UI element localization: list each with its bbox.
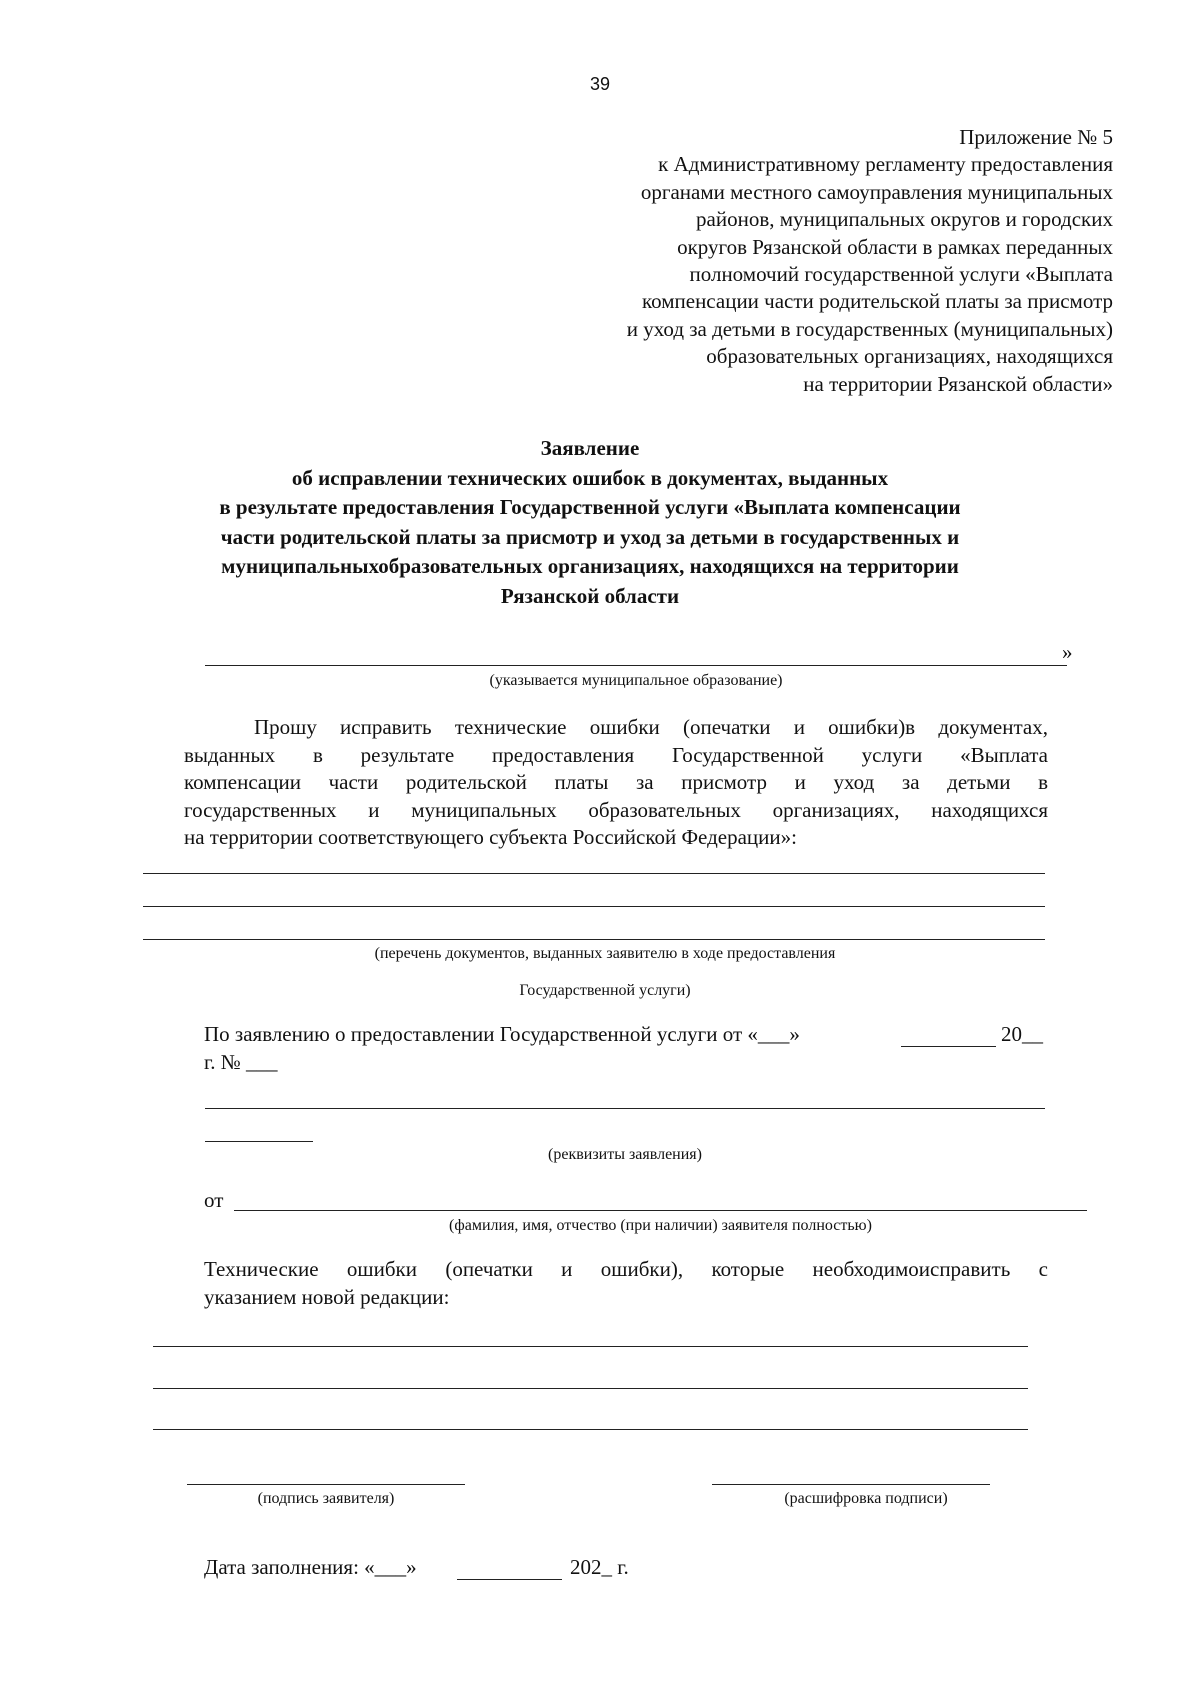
annex-line: компенсации части родительской платы за присмотр [641, 289, 1113, 314]
page-number: 39 [589, 74, 611, 94]
annex-header [493, 124, 1113, 398]
application-details-input-line[interactable] [205, 1141, 313, 1142]
municipality-close-quote: » [1062, 640, 1073, 664]
annex-line: Приложение № 5 [959, 125, 1113, 149]
application-ref-text: По заявлению о предоставлении Государственной услуги от «___» [204, 1022, 800, 1046]
fill-date-year: 202_ г. [570, 1555, 629, 1579]
errors-text: Технические ошибки (опечатки и ошибки), которые необходимоисправить с [204, 1257, 1048, 1281]
documents-caption: Государственной услуги) [519, 982, 691, 999]
municipality-caption: (указывается муниципальное образование) [489, 672, 783, 689]
title-line: в результате предоставления Государственной услуги «Выплата компенсации [219, 495, 961, 520]
application-details-input-line[interactable] [205, 1108, 1045, 1109]
signature-caption: (подпись заявителя) [257, 1490, 395, 1507]
fill-date-label: Дата заполнения: «___» [204, 1555, 417, 1579]
documents-input-line[interactable] [143, 939, 1045, 940]
request-line: компенсации части родительской платы за присмотр и уход за детьми в [184, 770, 1048, 794]
annex-line: органами местного самоуправления муниципальных [640, 179, 1113, 204]
annex-line: округов Рязанской области в рамках переданных [677, 234, 1113, 259]
errors-text: указанием новой редакции: [204, 1285, 450, 1309]
errors-input-line[interactable] [153, 1388, 1028, 1389]
signature-decoding-input-line[interactable] [712, 1484, 990, 1485]
application-month-input-line[interactable] [901, 1046, 996, 1047]
application-number: г. № ___ [204, 1050, 278, 1074]
applicant-name-input-line[interactable] [234, 1210, 1087, 1211]
application-year: 20__ [1001, 1022, 1043, 1046]
documents-input-line[interactable] [143, 906, 1045, 907]
request-line: выданных в результате предоставления Государственной услуги «Выплата [184, 742, 1048, 767]
annex-line: к Административному регламенту предоставления [658, 152, 1113, 177]
fill-date-month-input-line[interactable] [457, 1579, 562, 1580]
annex-line: районов, муниципальных округов и городских [696, 207, 1113, 232]
signature-input-line[interactable] [187, 1484, 465, 1485]
annex-line: и уход за детьми в государственных (муниципальных) [626, 316, 1113, 341]
document-title [140, 434, 1040, 612]
title-line: об исправлении технических ошибок в документах, выданных [291, 465, 889, 490]
title-line: муниципальныхобразовательных организациях, находящихся на территории [221, 554, 959, 579]
request-line: государственных и муниципальных образовательных организациях, находящихся [184, 797, 1048, 822]
applicant-label: от [204, 1188, 224, 1212]
errors-input-line[interactable] [153, 1429, 1028, 1430]
municipality-input-line[interactable] [205, 665, 1067, 666]
request-line: на территории соответствующего субъекта Российской Федерации»: [184, 825, 797, 849]
title-line: Заявление [540, 436, 640, 460]
request-line: Прошу исправить технические ошибки (опечатки и ошибки)в документах, [254, 715, 1048, 739]
signature-decoding-caption: (расшифровка подписи) [784, 1490, 948, 1507]
errors-input-line[interactable] [153, 1346, 1028, 1347]
annex-line: образовательных организациях, находящихся [706, 344, 1113, 369]
annex-line: полномочий государственной услуги «Выплата [689, 262, 1113, 287]
annex-line: на территории Рязанской области» [803, 371, 1113, 396]
application-details-caption: (реквизиты заявления) [548, 1146, 702, 1163]
applicant-caption: (фамилия, имя, отчество (при наличии) заявителя полностью) [449, 1217, 872, 1234]
title-line: Рязанской области [500, 583, 680, 608]
title-line: части родительской платы за присмотр и уход за детьми в государственных и [220, 524, 960, 549]
request-paragraph [184, 714, 1048, 852]
documents-input-line[interactable] [143, 873, 1045, 874]
documents-caption: (перечень документов, выданных заявителю в ходе предоставления [374, 945, 836, 962]
